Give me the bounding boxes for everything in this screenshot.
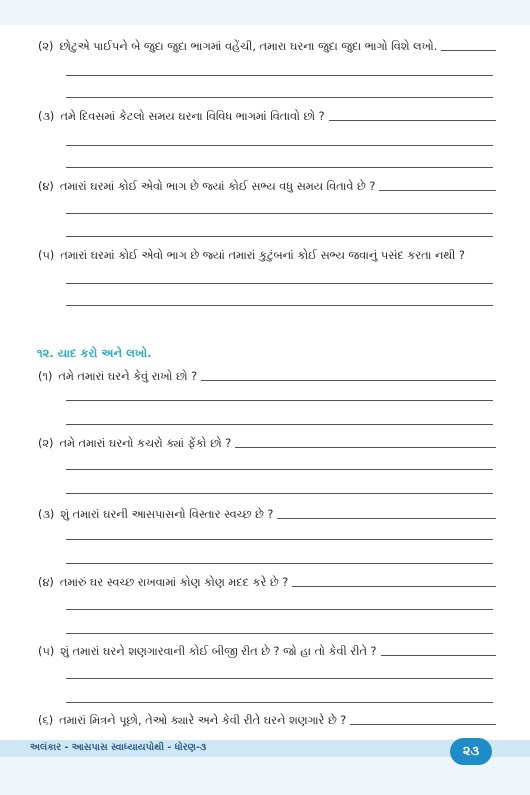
answer-line[interactable]	[350, 724, 496, 725]
page-footer	[0, 740, 530, 774]
answer-line[interactable]	[66, 702, 493, 703]
answer-line[interactable]	[201, 380, 496, 381]
answer-line[interactable]	[66, 493, 493, 494]
answer-line[interactable]	[66, 97, 493, 98]
answer-line[interactable]	[66, 469, 493, 470]
question-text: તમે તમારાં ઘરનો કચરો ક્યાં ફેંકો છો ?	[59, 437, 232, 450]
answer-line[interactable]	[66, 167, 493, 168]
question-number: (૫)	[38, 249, 55, 262]
answer-line[interactable]	[66, 75, 493, 76]
question-3	[38, 110, 496, 124]
answer-line[interactable]	[292, 586, 496, 587]
question-number: (૨)	[38, 40, 54, 53]
question-number: (૫)	[38, 645, 55, 658]
answer-line[interactable]	[329, 120, 496, 121]
answer-line[interactable]	[66, 305, 493, 306]
answer-line[interactable]	[277, 518, 496, 519]
question-5	[38, 249, 496, 263]
question-5	[38, 645, 496, 659]
question-2	[38, 437, 496, 451]
footer-title: અલંકાર - આસપાસ સ્વાધ્યાયપોથી - ધોરણ-૩	[30, 742, 207, 753]
question-text: શું તમારાં ઘરની આસપાસનો વિસ્તાર સ્વચ્છ છે ?	[60, 508, 274, 521]
question-3	[38, 508, 496, 522]
question-number: (૩)	[38, 508, 55, 521]
answer-line[interactable]	[66, 236, 493, 237]
answer-line[interactable]	[379, 190, 496, 191]
answer-line[interactable]	[441, 50, 496, 51]
answer-line[interactable]	[66, 283, 493, 284]
question-text: તમારું ઘર સ્વચ્છ રાખવામાં કોણ કોણ મદદ કરે છે ?	[59, 576, 289, 589]
question-text: તમારાં ઘરમાં કોઈ એવો ભાગ છે જ્યાં કોઈ સભ્ય વધુ સમય વિતાવે છે ?	[59, 180, 376, 193]
question-number: (૧)	[38, 370, 53, 383]
answer-line[interactable]	[66, 539, 493, 540]
answer-line[interactable]	[66, 213, 493, 214]
question-number: (૬)	[38, 714, 54, 727]
answer-line[interactable]	[66, 609, 493, 610]
answer-line[interactable]	[66, 678, 493, 679]
question-text: તમે દિવસમાં કેટલો સમય ઘરના વિવિધ ભાગમાં વિતાવો છો ?	[60, 110, 325, 123]
question-number: (૨)	[38, 437, 54, 450]
answer-line[interactable]	[381, 655, 496, 656]
question-2	[38, 40, 496, 54]
question-4	[38, 180, 496, 194]
answer-line[interactable]	[66, 400, 493, 401]
answer-line[interactable]	[66, 145, 493, 146]
section-title: ૧૨. યાદ કરો અને લખો.	[37, 346, 152, 360]
answer-line[interactable]	[66, 563, 493, 564]
answer-line[interactable]	[66, 424, 493, 425]
question-text: તમે તમારાં ઘરને કેવું રાખો છો ?	[58, 370, 198, 383]
question-6	[38, 714, 496, 728]
question-text: છોટુએ પાઈપને બે જુદા જુદા ભાગમાં વહેંચી, તમારા ઘરના જુદા જુદા ભાગો વિશે લખો.	[59, 40, 438, 53]
question-1	[38, 370, 496, 384]
answer-line[interactable]	[66, 633, 493, 634]
page-number-badge: ૨૩	[450, 738, 492, 765]
question-number: (૪)	[38, 576, 54, 589]
question-number: (૪)	[38, 180, 54, 193]
question-number: (૩)	[38, 110, 55, 123]
question-text: તમારાં ઘરમાં કોઈ એવો ભાગ છે જ્યાં તમારાં કુટુંબનાં કોઈ સભ્ય જવાનું પસંદ કરતા નથી ?	[60, 249, 465, 262]
question-text: શું તમારાં ઘરને શણગારવાની કોઈ બીજી રીત છે ? જો હા તો કેવી રીતે ?	[60, 645, 377, 658]
answer-line[interactable]	[235, 447, 496, 448]
question-4	[38, 576, 496, 590]
question-text: તમારાં મિત્રને પૂછો, તેઓ ક્યારે અને કેવી રીતે ઘરને શણગારે છે ?	[59, 714, 347, 727]
